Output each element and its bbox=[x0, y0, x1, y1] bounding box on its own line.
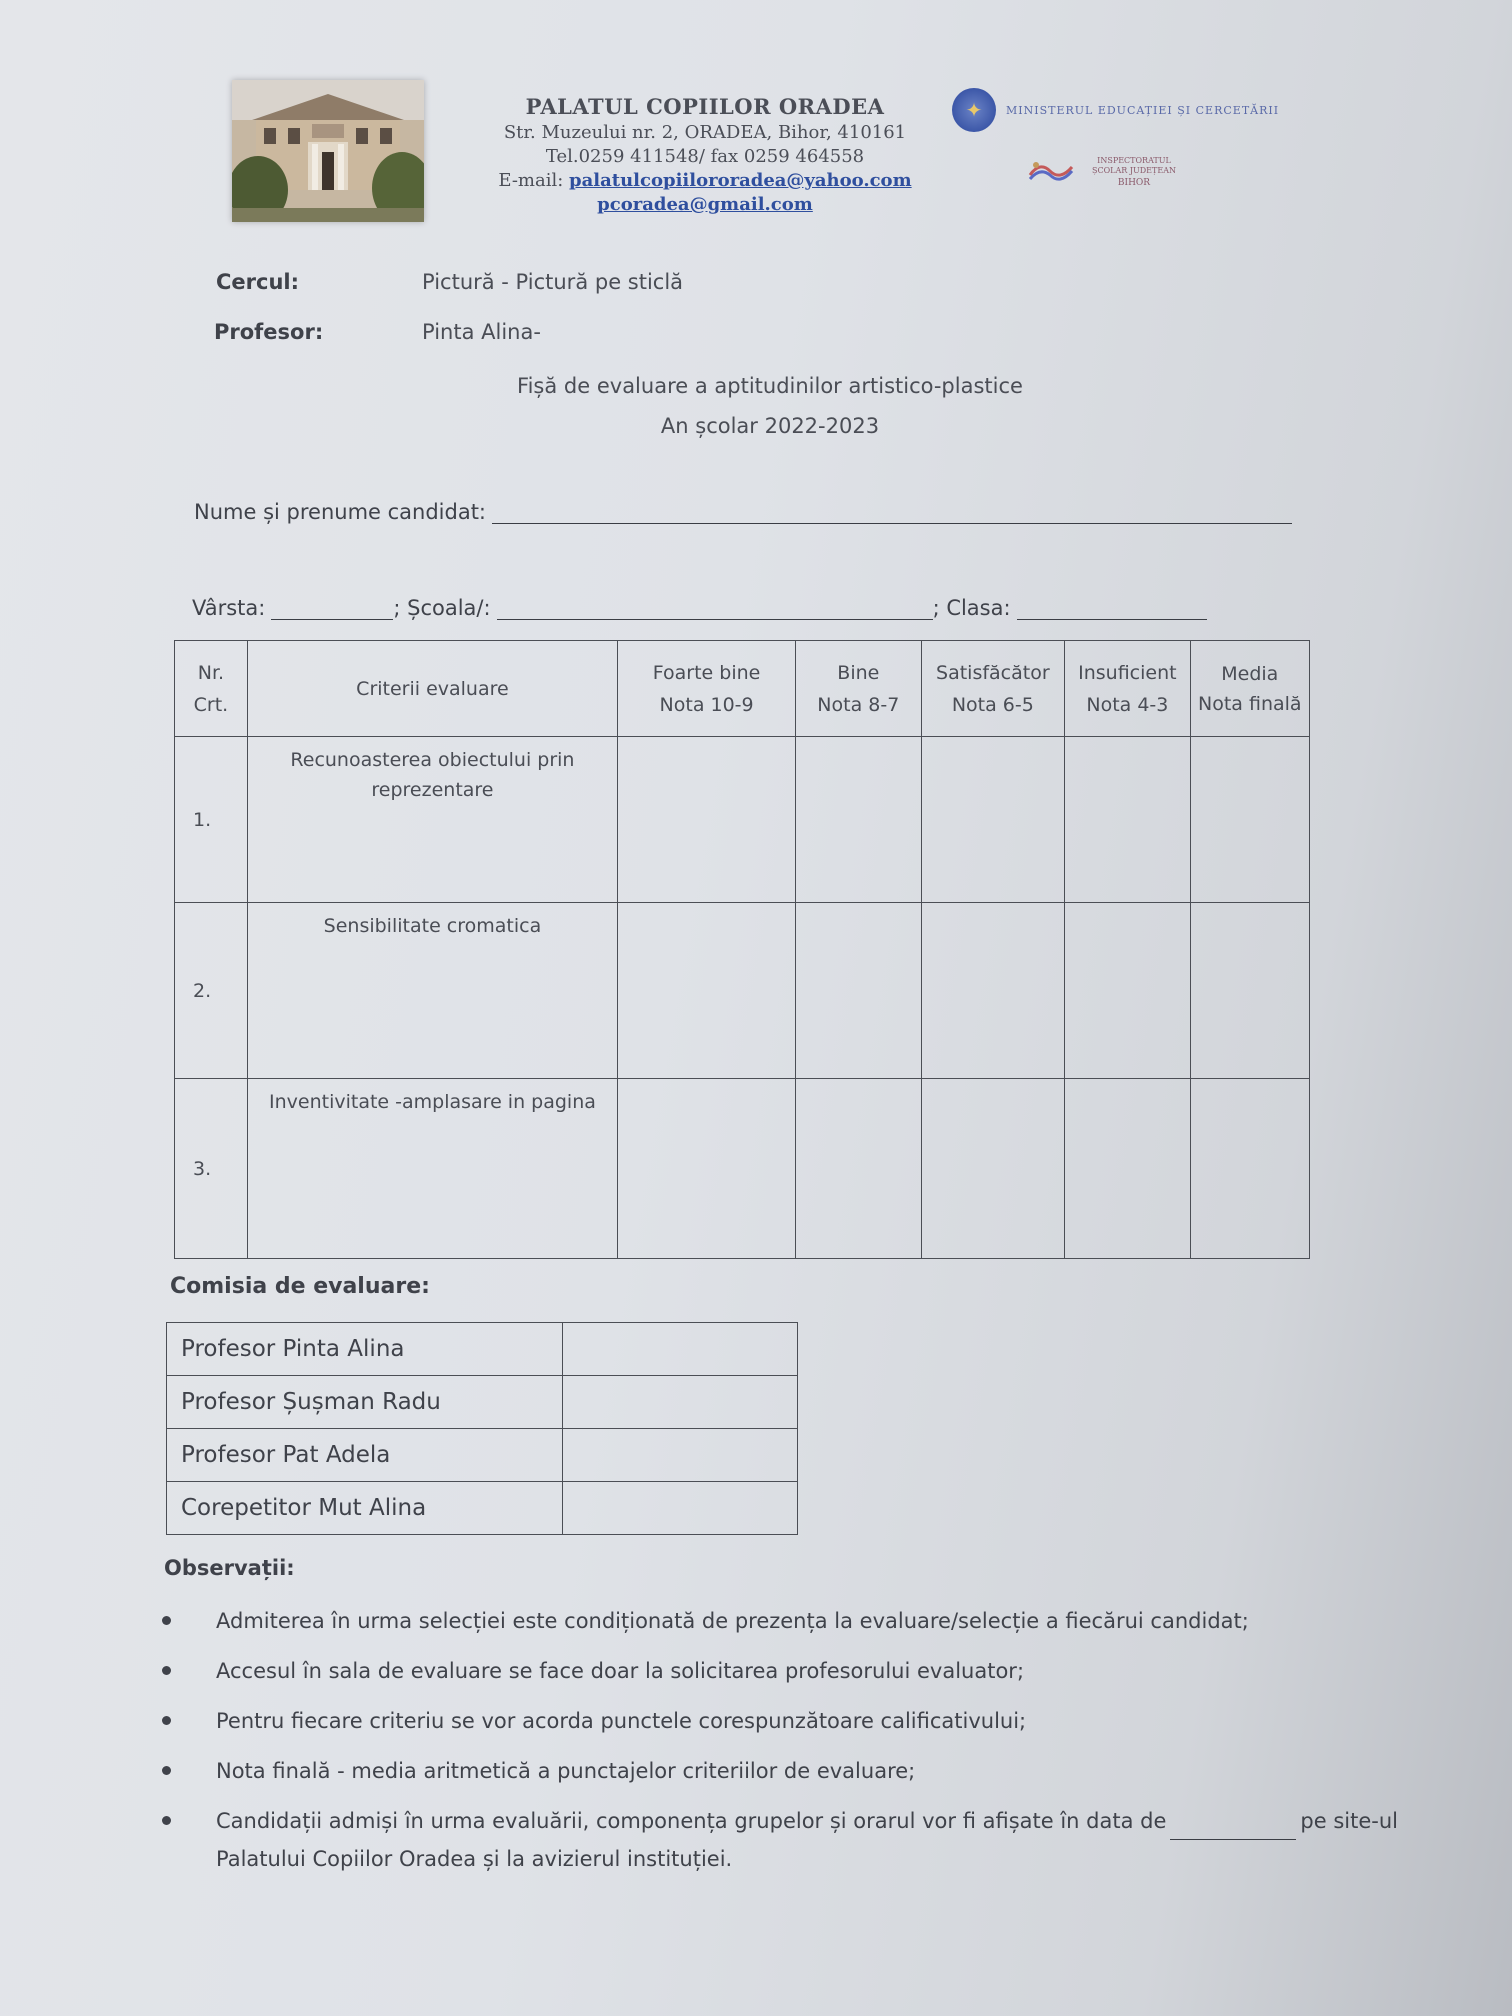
email-link-gmail[interactable]: pcoradea@gmail.com bbox=[597, 194, 813, 215]
signature-cell[interactable] bbox=[563, 1429, 798, 1482]
commission-member: Profesor Pat Adela bbox=[167, 1429, 563, 1482]
signature-cell[interactable] bbox=[563, 1323, 798, 1376]
row-number: 1. bbox=[175, 737, 248, 903]
commission-member: Profesor Pinta Alina bbox=[167, 1323, 563, 1376]
institution-phone: Tel.0259 411548/ fax 0259 464558 bbox=[545, 146, 865, 167]
grade-cell[interactable] bbox=[1065, 737, 1190, 903]
bullet-icon bbox=[162, 1616, 171, 1625]
header-foarte-bine: Foarte bine Nota 10-9 bbox=[618, 641, 796, 737]
isj-emblem-icon bbox=[1028, 157, 1074, 187]
criterion-label: Recunoasterea obiectului prin reprezentare bbox=[247, 737, 617, 903]
header-nr: Nr. Crt. bbox=[175, 641, 248, 737]
header-insuficient: Insuficient Nota 4-3 bbox=[1065, 641, 1190, 737]
list-item: Accesul în sala de evaluare se face doar la solicitarea profesorului evaluator; bbox=[160, 1652, 1400, 1690]
institution-header bbox=[470, 94, 940, 217]
candidate-name-field[interactable] bbox=[492, 501, 1292, 524]
table-row bbox=[175, 903, 1310, 1079]
candidate-name-row bbox=[194, 500, 1292, 524]
header-satisfacator: Satisfăcător Nota 6-5 bbox=[921, 641, 1065, 737]
signature-cell[interactable] bbox=[563, 1376, 798, 1429]
bullet-icon bbox=[162, 1816, 171, 1825]
institution-email-line bbox=[470, 169, 940, 193]
observations-title: Observații: bbox=[164, 1556, 295, 1580]
list-item: Nota finală - media aritmetică a punctajelor criteriilor de evaluare; bbox=[160, 1752, 1400, 1790]
grade-cell[interactable] bbox=[796, 1079, 921, 1259]
bullet-icon bbox=[162, 1716, 171, 1725]
profesor-label: Profesor: bbox=[214, 320, 324, 344]
table-header-row bbox=[175, 641, 1310, 737]
class-field[interactable] bbox=[1017, 597, 1207, 620]
final-grade-cell[interactable] bbox=[1190, 1079, 1309, 1259]
coat-of-arms-icon: ✦ bbox=[952, 88, 996, 132]
commission-table bbox=[166, 1322, 798, 1535]
criterion-label: Inventivitate -amplasare in pagina bbox=[247, 1079, 617, 1259]
header-criterii: Criterii evaluare bbox=[247, 641, 617, 737]
grade-cell[interactable] bbox=[618, 737, 796, 903]
table-row bbox=[167, 1429, 798, 1482]
table-row bbox=[167, 1376, 798, 1429]
commission-member: Corepetitor Mut Alina bbox=[167, 1482, 563, 1535]
school-label: ; Școala/: bbox=[393, 596, 491, 620]
signature-cell[interactable] bbox=[563, 1482, 798, 1535]
institution-address: Str. Muzeului nr. 2, ORADEA, Bihor, 410161 bbox=[503, 122, 907, 143]
date-field[interactable] bbox=[1170, 1815, 1296, 1840]
isj-county: BIHOR bbox=[1117, 178, 1151, 188]
age-field[interactable] bbox=[271, 597, 393, 620]
table-row bbox=[175, 1079, 1310, 1259]
grade-cell[interactable] bbox=[796, 903, 921, 1079]
observations-list bbox=[160, 1602, 1400, 1890]
grade-cell[interactable] bbox=[921, 737, 1065, 903]
email-label: E-mail: bbox=[498, 170, 564, 191]
commission-member: Profesor Șușman Radu bbox=[167, 1376, 563, 1429]
header-media: Media Nota finală bbox=[1190, 641, 1309, 737]
table-row bbox=[167, 1482, 798, 1535]
profesor-value: Pinta Alina- bbox=[422, 320, 541, 344]
grade-cell[interactable] bbox=[921, 903, 1065, 1079]
age-label: Vârsta: bbox=[192, 596, 266, 620]
building-photo bbox=[232, 80, 424, 222]
cercul-label: Cercul: bbox=[216, 270, 300, 294]
grade-cell[interactable] bbox=[618, 903, 796, 1079]
commission-title: Comisia de evaluare: bbox=[170, 1274, 430, 1299]
grade-cell[interactable] bbox=[921, 1079, 1065, 1259]
grade-cell[interactable] bbox=[796, 737, 921, 903]
ministry-name: MINISTERUL EDUCAȚIEI ȘI CERCETĂRII bbox=[1006, 103, 1280, 117]
institution-name: PALATUL COPIILOR ORADEA bbox=[525, 94, 885, 119]
list-item: Candidații admiși în urma evaluării, componența grupelor și orarul vor fi afișate în data de pe site-ul Palatului Copiilor Oradea și la avizierul instituției. bbox=[160, 1802, 1400, 1878]
table-row bbox=[167, 1323, 798, 1376]
table-row bbox=[175, 737, 1310, 903]
final-grade-cell[interactable] bbox=[1190, 737, 1309, 903]
candidate-details-row bbox=[192, 596, 1207, 620]
row-number: 3. bbox=[175, 1079, 248, 1259]
grade-cell[interactable] bbox=[1065, 903, 1190, 1079]
document-title: Fișă de evaluare a aptitudinilor artistico-plastice bbox=[517, 374, 1023, 398]
bullet-icon bbox=[162, 1666, 171, 1675]
list-item: Admiterea în urma selecției este condiționată de prezența la evaluare/selecție a fiecărui candidat; bbox=[160, 1602, 1400, 1640]
grade-cell[interactable] bbox=[1065, 1079, 1190, 1259]
cercul-value: Pictură - Pictură pe sticlă bbox=[422, 270, 684, 294]
class-label: ; Clasa: bbox=[932, 596, 1011, 620]
isj-logo bbox=[1028, 156, 1184, 188]
candidate-name-label: Nume și prenume candidat: bbox=[194, 500, 487, 524]
grade-cell[interactable] bbox=[618, 1079, 796, 1259]
evaluation-table bbox=[174, 640, 1310, 1259]
school-year: An școlar 2022-2023 bbox=[660, 414, 880, 438]
email-link-yahoo[interactable]: palatulcopiilororadea@yahoo.com bbox=[569, 170, 912, 191]
criterion-label: Sensibilitate cromatica bbox=[247, 903, 617, 1079]
final-grade-cell[interactable] bbox=[1190, 903, 1309, 1079]
bullet-icon bbox=[162, 1766, 171, 1775]
isj-name: INSPECTORATUL ȘCOLAR JUDEȚEAN bbox=[1092, 156, 1176, 175]
row-number: 2. bbox=[175, 903, 248, 1079]
school-field[interactable] bbox=[497, 597, 933, 620]
header-bine: Bine Nota 8-7 bbox=[796, 641, 921, 737]
ministry-logo bbox=[952, 88, 1279, 132]
list-item: Pentru fiecare criteriu se vor acorda punctele corespunzătoare calificativului; bbox=[160, 1702, 1400, 1740]
